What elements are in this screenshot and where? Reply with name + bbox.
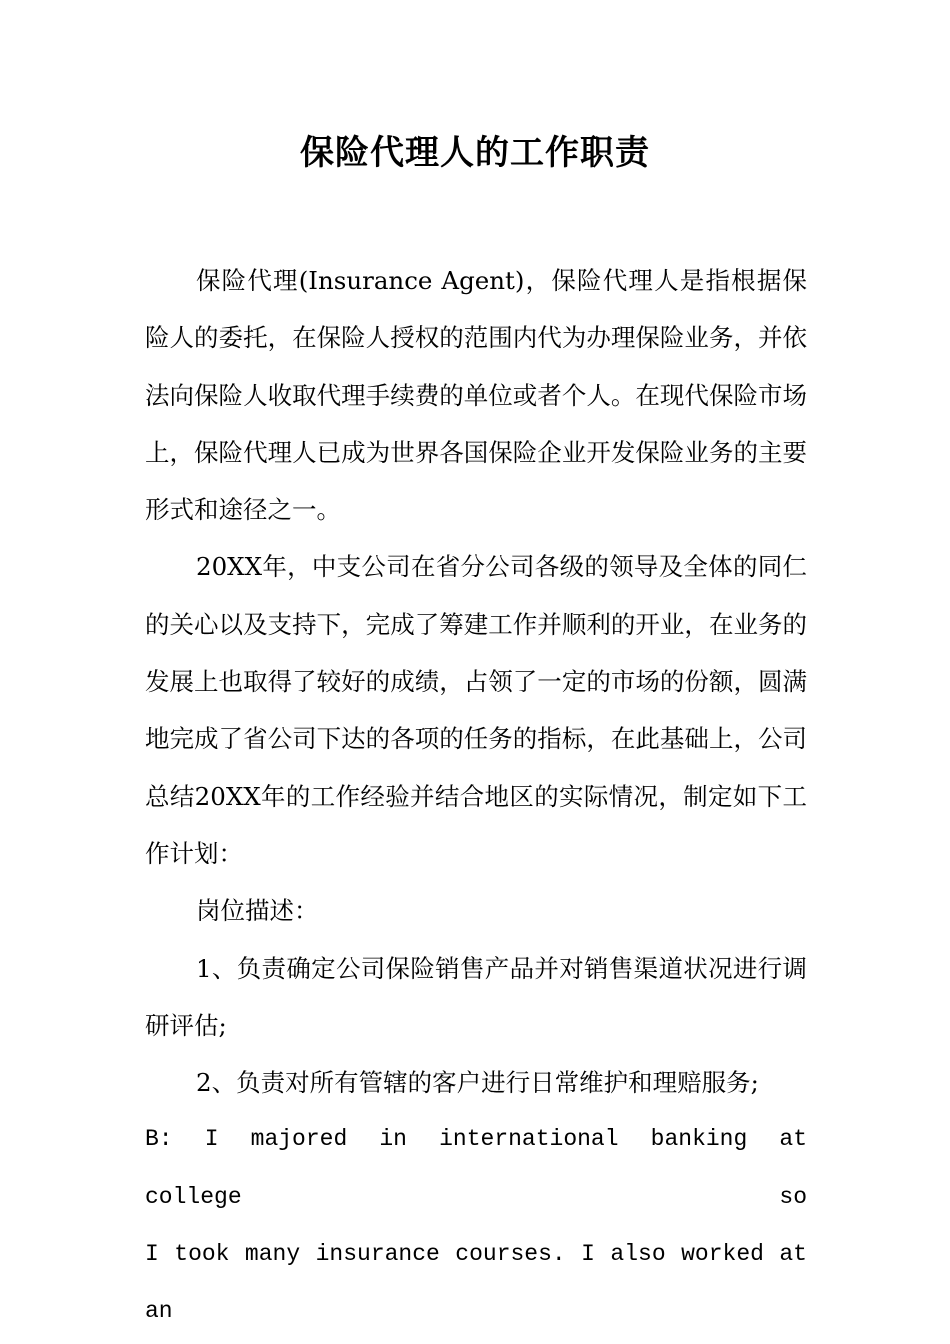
paragraph-job-description-heading: 岗位描述： bbox=[196, 896, 319, 926]
paragraph-duty-1: 1、负责确定公司保险销售产品并对销售渠道状况进行调研评估; bbox=[145, 953, 807, 1040]
document-body bbox=[145, 252, 807, 1341]
paragraph-insurance-agent-definition: 保险代理(Insurance Agent)，保险代理人是指根据保险人的委托，在保险人授权的范围内代为办理保险业务，并依法向保险人收取代理手续费的单位或者个人。在现代保险市场上，保险代理人已成为世界各国保险企业开发保险业务的主要形式和途径之一。 bbox=[145, 266, 807, 525]
english-line-2: I took many insurance courses. I also worked at an bbox=[145, 1241, 807, 1325]
english-line-1: B: I majored in international banking at college so bbox=[145, 1126, 807, 1210]
paragraph-duty-2: 2、负责对所有管辖的客户进行日常维护和理赔服务; bbox=[196, 1068, 759, 1098]
paragraph-work-plan-intro: 20XX年，中支公司在省分公司各级的领导及全体的同仁的关心以及支持下，完成了筹建工作并顺利的开业，在业务的发展上也取得了较好的成绩，占领了一定的市场的份额，圆满地完成了省公司下达的各项的任务的指标，在此基础上，公司总结20XX年的工作经验并结合地区的实际情况，制定如下工作计划： bbox=[145, 552, 807, 868]
document-title: 保险代理人的工作职责 bbox=[300, 133, 650, 173]
